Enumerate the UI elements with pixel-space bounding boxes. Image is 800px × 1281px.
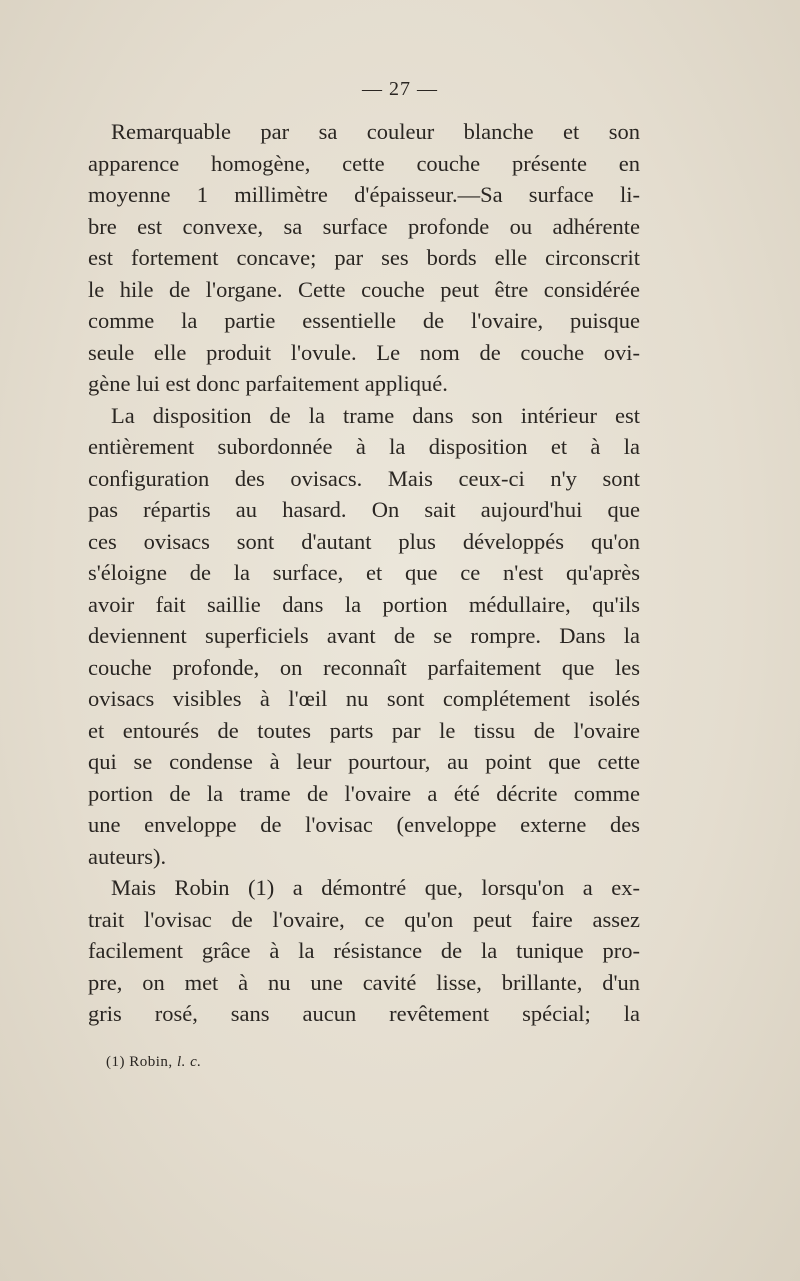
text-line: comme la partie essentielle de l'ovaire, puisque — [88, 308, 640, 333]
text-line: qui se condense à leur pourtour, au point que cette — [88, 749, 640, 774]
text-line: ces ovisacs sont d'autant plus développés qu'on — [88, 528, 640, 554]
text-line: gène lui est donc parfaitement appliqué. — [88, 371, 448, 396]
footnote — [106, 1054, 202, 1071]
text-line: apparence homogène, cette couche présente en — [88, 150, 640, 176]
text-line: entièrement subordonnée à la disposition et à la — [88, 434, 640, 459]
text-line: deviennent superficiels avant de se rompre. Dans la — [88, 623, 640, 648]
page-number: — 27 — — [362, 78, 438, 100]
text-line: Remarquable par sa couleur blanche et son — [111, 119, 640, 144]
text-line: Mais Robin (1) a démontré que, lorsqu'on a ex- — [111, 875, 640, 900]
text-line: moyenne 1 millimètre d'épaisseur.—Sa surface li- — [88, 182, 640, 207]
text-line: seule elle produit l'ovule. Le nom de couche ovi- — [88, 339, 640, 365]
text-line: une enveloppe de l'ovisac (enveloppe externe des — [88, 812, 640, 837]
text-line: le hile de l'organe. Cette couche peut être considérée — [88, 276, 640, 302]
text-line: bre est convexe, sa surface profonde ou adhérente — [88, 213, 640, 239]
text-line: avoir fait saillie dans la portion médullaire, qu'ils — [88, 591, 640, 617]
text-line: configuration des ovisacs. Mais ceux-ci n'y sont — [88, 465, 640, 491]
text-line: est fortement concave; par ses bords elle circonscrit — [88, 245, 640, 270]
text-line: s'éloigne de la surface, et que ce n'est qu'après — [88, 560, 640, 585]
text-line: pre, on met à nu une cavité lisse, brillante, d'un — [88, 969, 640, 995]
text-line: pas répartis au hasard. On sait aujourd'hui que — [88, 497, 640, 522]
footnote-reference: l. c. — [176, 1054, 202, 1070]
text-line: trait l'ovisac de l'ovaire, ce qu'on peut faire assez — [88, 906, 640, 932]
text-line: couche profonde, on reconnaît parfaitement que les — [88, 654, 640, 680]
text-line: et entourés de toutes parts par le tissu de l'ovaire — [88, 717, 640, 743]
text-line: ovisacs visibles à l'œil nu sont complétement isolés — [88, 686, 640, 711]
text-line: portion de la trame de l'ovaire a été décrite comme — [88, 780, 640, 806]
text-line: auteurs). — [88, 843, 167, 869]
body-text — [88, 116, 640, 1030]
text-line: facilement grâce à la résistance de la tunique pro- — [88, 938, 640, 963]
footnote-author: Robin, — [129, 1054, 173, 1070]
text-line: La disposition de la trame dans son intérieur est — [111, 402, 640, 428]
footnote-marker: (1) — [106, 1054, 125, 1070]
text-line: gris rosé, sans aucun revêtement spécial; la — [88, 1001, 640, 1026]
